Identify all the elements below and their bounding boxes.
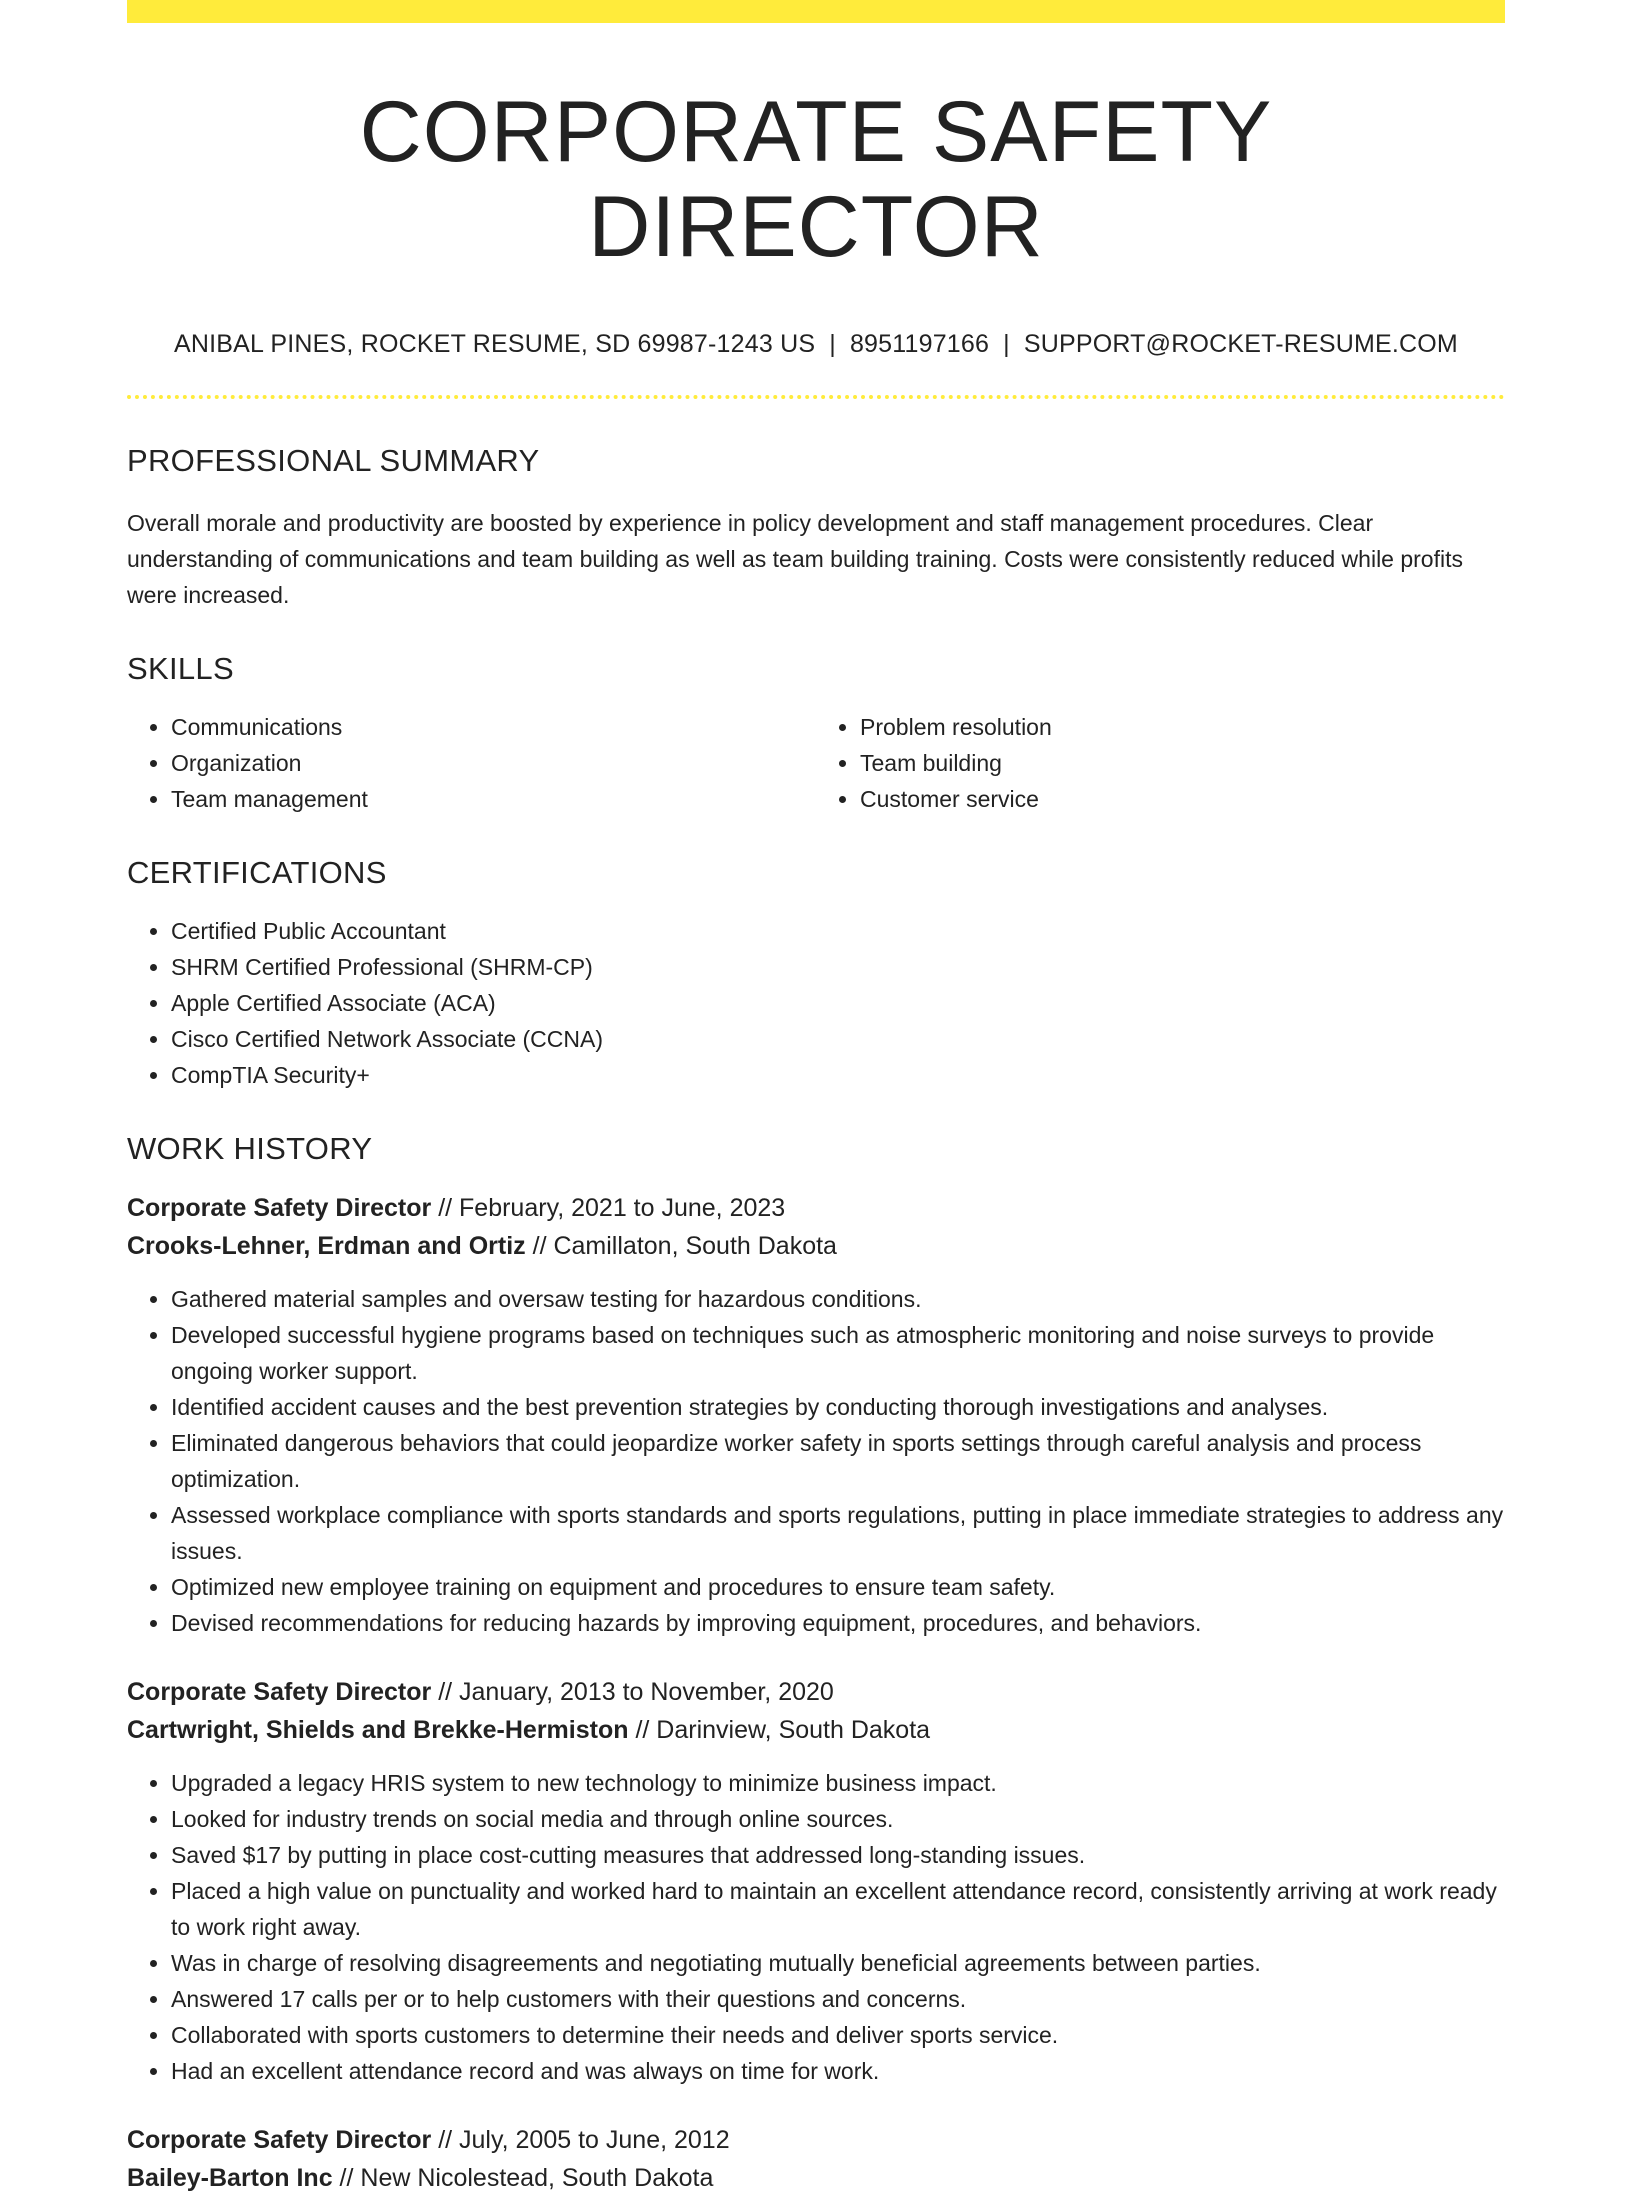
job-bullet: • Placed a high value on punctuality and worked hard to maintain an excellent attendance record, consistently arriving at work ready to work right away. (171, 1873, 1505, 1945)
certifications-section (127, 855, 1505, 1093)
skills-heading: SKILLS (127, 651, 234, 687)
skill-item: • Team building (860, 745, 1505, 781)
skills-columns (127, 709, 1505, 817)
certifications-heading: CERTIFICATIONS (127, 855, 387, 891)
skill-item: • Customer service (860, 781, 1505, 817)
work-history-section (127, 1131, 1505, 2197)
job-bullet: • Answered 17 calls per or to help customers with their questions and concerns. (171, 1981, 1505, 2017)
job-bullet: • Had an excellent attendance record and was always on time for work. (171, 2053, 1505, 2089)
job-company-line (127, 1227, 1505, 1265)
job-bullet: • Was in charge of resolving disagreements and negotiating mutually beneficial agreements between parties. (171, 1945, 1505, 1981)
certifications-list (127, 913, 1505, 1093)
skill-item: • Organization (171, 745, 816, 781)
job-location: // Darinview, South Dakota (628, 1716, 931, 1745)
job-bullet: • Identified accident causes and the best prevention strategies by conducting thorough investigations and analyses. (171, 1389, 1505, 1425)
job-dates: // February, 2021 to June, 2023 (431, 1194, 786, 1223)
page-title: CORPORATE SAFETY DIRECTOR (359, 84, 1273, 275)
certification-item: • Cisco Certified Network Associate (CCNA) (171, 1021, 1505, 1057)
contact-phone: 8951197166 (849, 330, 990, 359)
top-accent-bar (127, 0, 1505, 23)
job-bullet: • Looked for industry trends on social media and through online sources. (171, 1801, 1505, 1837)
job-bullet: • Eliminated dangerous behaviors that could jeopardize worker safety in sports settings through careful analysis and process optimization. (171, 1425, 1505, 1497)
resume-page (127, 0, 1505, 2197)
job-title-line (127, 2121, 1505, 2159)
contact-address: ANIBAL PINES, ROCKET RESUME, SD 69987-1243 US (174, 330, 816, 359)
skills-left-list (127, 709, 816, 817)
skills-right-list (816, 709, 1505, 817)
job-bullets (127, 1765, 1505, 2089)
job-bullet: • Devised recommendations for reducing hazards by improving equipment, procedures, and behaviors. (171, 1605, 1505, 1641)
contact-separator: | (1003, 330, 1010, 359)
job-bullet: • Saved $17 by putting in place cost-cutting measures that addressed long-standing issues. (171, 1837, 1505, 1873)
job-dates: // July, 2005 to June, 2012 (431, 2126, 730, 2155)
skill-item: • Problem resolution (860, 709, 1505, 745)
skill-item: • Team management (171, 781, 816, 817)
job-company: Bailey-Barton Inc (127, 2164, 333, 2193)
contact-line (127, 330, 1505, 359)
job-location: // Camillaton, South Dakota (525, 1232, 837, 1261)
dotted-divider (127, 395, 1505, 399)
job-role: Corporate Safety Director (127, 1678, 432, 1707)
certification-item: • Apple Certified Associate (ACA) (171, 985, 1505, 1021)
certification-item: • CompTIA Security+ (171, 1057, 1505, 1093)
job-bullets (127, 1281, 1505, 1641)
summary-heading: PROFESSIONAL SUMMARY (127, 443, 540, 479)
job-title-line (127, 1189, 1505, 1227)
summary-text: Overall morale and productivity are boosted by experience in policy development and staff management procedures. Clear understanding of communications and team building as well as team building training. Costs were consistently reduced while profits were increased. (127, 510, 1463, 609)
job-company: Cartwright, Shields and Brekke-Hermiston (127, 1716, 629, 1745)
job-entry (127, 2121, 1505, 2197)
job-bullet: • Collaborated with sports customers to determine their needs and deliver sports service. (171, 2017, 1505, 2053)
job-entry (127, 1673, 1505, 2089)
contact-separator: | (829, 330, 836, 359)
job-company-line (127, 1711, 1505, 1749)
job-title-line (127, 1673, 1505, 1711)
job-company-line (127, 2159, 1505, 2197)
job-bullet: • Assessed workplace compliance with sports standards and sports regulations, putting in place immediate strategies to address any issues. (171, 1497, 1505, 1569)
contact-email: SUPPORT@ROCKET-RESUME.COM (1023, 330, 1458, 359)
job-role: Corporate Safety Director (127, 2126, 432, 2155)
job-dates: // January, 2013 to November, 2020 (431, 1678, 834, 1707)
certification-item: • SHRM Certified Professional (SHRM-CP) (171, 949, 1505, 985)
job-location: // New Nicolestead, South Dakota (332, 2164, 714, 2193)
job-company: Crooks-Lehner, Erdman and Ortiz (127, 1232, 526, 1261)
job-bullet: • Upgraded a legacy HRIS system to new technology to minimize business impact. (171, 1765, 1505, 1801)
job-entry (127, 1189, 1505, 1641)
skill-item: • Communications (171, 709, 816, 745)
job-bullet: • Optimized new employee training on equipment and procedures to ensure team safety. (171, 1569, 1505, 1605)
job-bullet: • Developed successful hygiene programs based on techniques such as atmospheric monitoring and noise surveys to provide ongoing worker support. (171, 1317, 1505, 1389)
job-role: Corporate Safety Director (127, 1194, 432, 1223)
certification-item: • Certified Public Accountant (171, 913, 1505, 949)
skills-section (127, 651, 1505, 817)
summary-section (127, 443, 1505, 613)
work-history-heading: WORK HISTORY (127, 1131, 373, 1167)
job-bullet: • Gathered material samples and oversaw testing for hazardous conditions. (171, 1281, 1505, 1317)
